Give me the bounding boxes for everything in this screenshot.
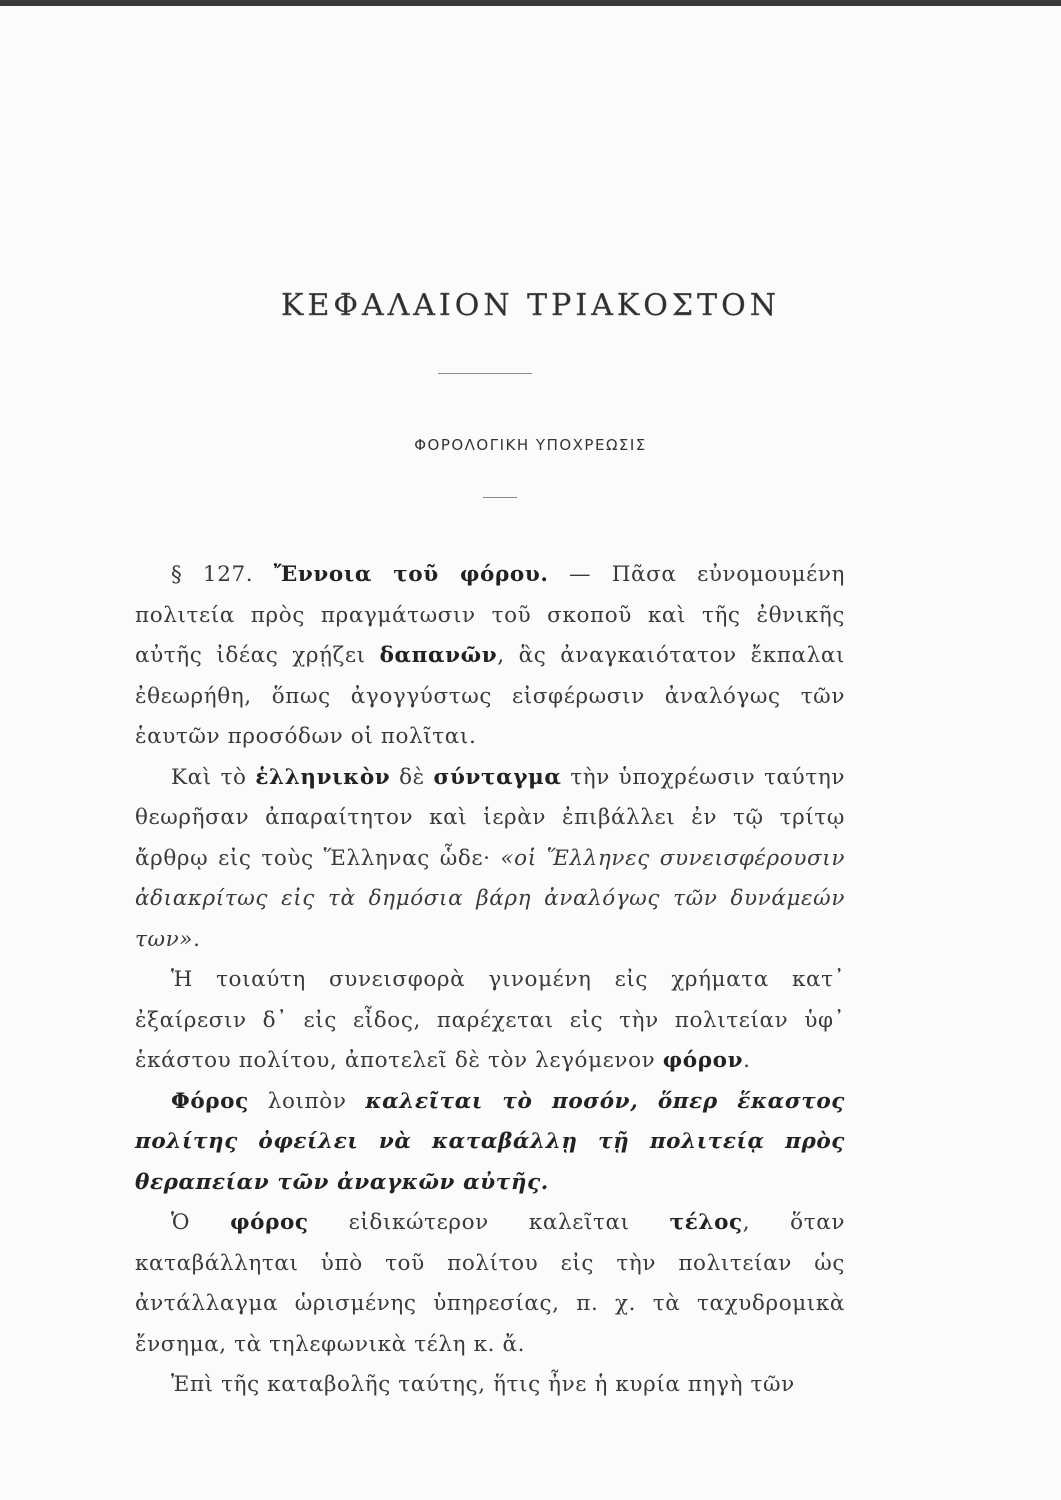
body-text bbox=[135, 555, 845, 1406]
term-ellinikon: ἑλληνικὸν bbox=[255, 764, 391, 790]
paragraph-text: λοιπὸν bbox=[248, 1088, 366, 1114]
divider bbox=[483, 497, 517, 498]
paragraph-text: δὲ bbox=[390, 764, 434, 790]
term-foros: Φόρος bbox=[171, 1088, 249, 1114]
paragraph-text: τὴν ὑποχρέωσιν ταύτην θεωρῆσαν ἀπαραίτητον καὶ ἱερὰν ἐπιβάλλει ἐν τῷ τρίτῳ ἄρθρῳ εἰς τοὺς Ἕλληνας ὧδε· bbox=[135, 764, 845, 871]
paragraph-text: Ἡ τοιαύτη συνεισφορὰ γινομένη εἰς χρήματα κατ᾽ ἐξαίρεσιν δ᾽ εἰς εἶδος, παρέχεται εἰς τὴν πολιτείαν ὑφ᾽ ἑκάστου πολίτου, ἀποτελεῖ δὲ τὸν λεγόμενον bbox=[135, 967, 845, 1073]
chapter-subtitle: ΦΟΡΟΛΟΓΙΚΗ ΥΠΟΧΡΕΩΣΙΣ bbox=[414, 436, 647, 454]
term-foros: φόρος bbox=[230, 1210, 309, 1235]
paragraph-payment bbox=[135, 1365, 845, 1406]
paragraph-text: Ἐπὶ τῆς καταβολῆς ταύτης, ἥτις ἦνε ἡ κυρία πηγὴ τῶν bbox=[171, 1372, 795, 1397]
paragraph-127 bbox=[135, 555, 845, 758]
chapter-title: ΚΕΦΑΛΑΙΟΝ ΤΡΙΑΚΟΣΤΟΝ bbox=[281, 288, 780, 323]
paragraph-text: Ὁ bbox=[171, 1210, 231, 1235]
tax-definition: καλεῖται τὸ ποσόν, ὅπερ ἕκαστος πολίτης ὀφείλει νὰ καταβάλλῃ τῇ πολιτείᾳ πρὸς θεραπείαν τῶν ἀναγκῶν αὐτῆς. bbox=[135, 1088, 845, 1195]
divider bbox=[438, 373, 532, 374]
term-foron: φόρον bbox=[662, 1048, 744, 1073]
paragraph-text: — Πᾶσα εὐνομουμένη πολιτεία πρὸς πραγμάτωσιν τοῦ σκοποῦ καὶ τῆς ἐθνικῆς αὐτῆς ἰδέας χρῄζει bbox=[135, 562, 846, 668]
scan-edge-line bbox=[0, 0, 1061, 6]
paragraph-text: εἰδικώτερον καλεῖται bbox=[308, 1210, 670, 1235]
section-heading: Ἔννοια τοῦ φόρου. bbox=[273, 562, 549, 587]
paragraph-fee bbox=[135, 1203, 845, 1365]
paragraph-text: . bbox=[193, 926, 201, 952]
paragraph-text: Καὶ τὸ bbox=[171, 764, 256, 790]
paragraph-contribution bbox=[135, 960, 845, 1082]
paragraph-text: . bbox=[743, 1048, 751, 1073]
paragraph-constitution bbox=[135, 758, 845, 961]
term-dapanon: δαπανῶν bbox=[379, 643, 498, 668]
section-number: § 127. bbox=[171, 562, 254, 587]
term-syntagma: σύνταγμα bbox=[433, 764, 562, 790]
term-telos: τέλος bbox=[669, 1210, 743, 1235]
constitution-quote: «οἱ Ἕλληνες συνεισφέρουσιν ἀδιακρίτως εἰς τὰ δημόσια βάρη ἀναλόγως τῶν δυνάμεών των» bbox=[135, 845, 845, 952]
paragraph-text: , ὅταν καταβάλληται ὑπὸ τοῦ πολίτου εἰς τὴν πολιτείαν ὡς ἀντάλλαγμα ὡρισμένης ὑπηρεσίας, π. χ. τὰ ταχυδρομικὰ ἔνσημα, τὰ τηλεφωνικὰ τέλη κ. ἄ. bbox=[135, 1210, 845, 1357]
paragraph-definition bbox=[135, 1082, 845, 1204]
paragraph-text: , ἃς ἀναγκαιότατον ἔκπαλαι ἐθεωρήθη, ὅπως ἀγογγύστως εἰσφέρωσιν ἀναλόγως τῶν ἑαυτῶν προσόδων οἱ πολῖται. bbox=[135, 643, 845, 749]
